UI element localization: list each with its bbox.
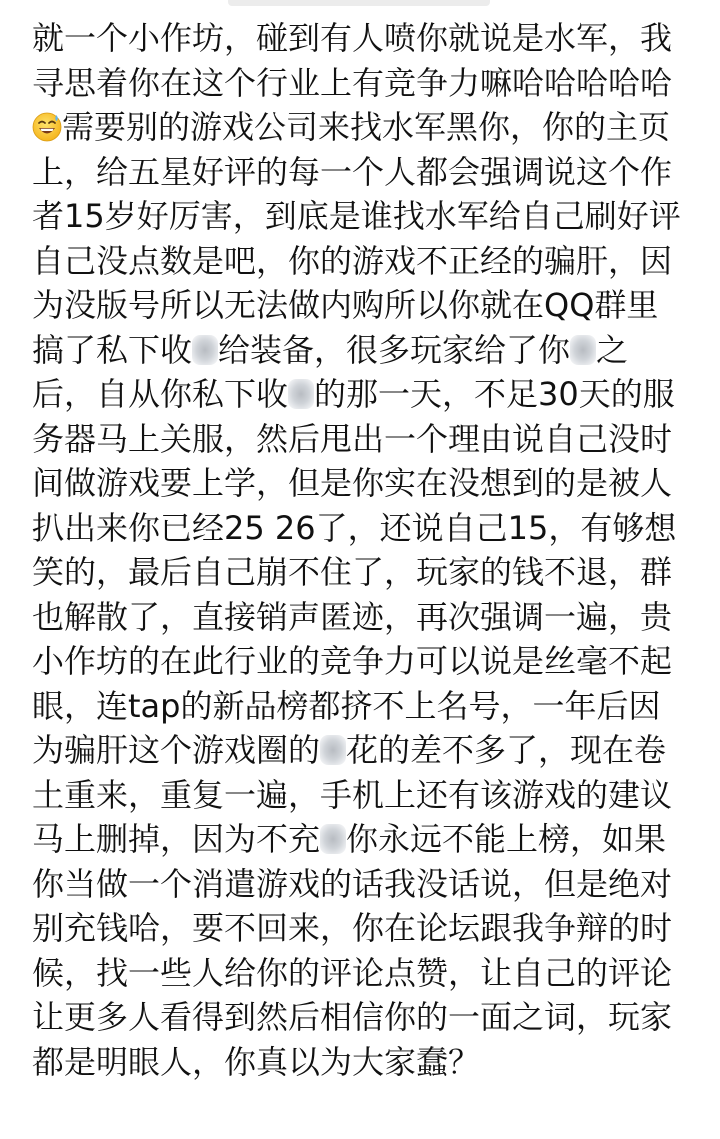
- post-text-part-6: 花的差不多了，现在卷 土重来，重复一遍，手机上还有该游戏的建议 马上删掉，因为不充: [32, 731, 673, 858]
- post-text-part-7: 你永远不能上榜，如果 你当做一个消遣游戏的话我没话说，但是绝对 别充钱哈，要不回来，你在论坛跟我争辩的时 候，找一些人给你的评论点赞，让自己的评论 让更多人看得到然后相信你的一面之词，玩家 都是明眼人，你真以为大家蠢？: [32, 820, 673, 1081]
- post-text-part-5: 的那一天，不足30天的服 务器马上关服，然后甩出一个理由说自己没时 间做游戏要上学，但是你实在没想到的是被人 扒出来你已经25 26了，还说自己15，有够想 笑的，最后自己崩不住了，玩家的钱不退，群 也解散了，直接销声匿迹，再次强调一遍，贵 小作坊的在此行业的竞争力可以说是丝毫不起 眼，连tap的新品榜都挤不上名号，一年后因 为骗肝这个游戏圈的: [32, 375, 677, 769]
- censor-blur-4: [320, 735, 346, 765]
- censor-blur-2: [570, 335, 596, 365]
- censor-blur-1: [192, 335, 218, 365]
- post-text-part-2: 需要别的游戏公司来找水军黑你，你的主页 上，给五星好评的每一个人都会强调说这个作 者15岁好厉害，到底是谁找水军给自己刷好评 自己没点数是吧，你的游戏不正经的骗肝，因 为没版号所以无法做内购所以你就在QQ群里 搞了私下收: [32, 108, 681, 369]
- post-text-part-4: 之 后，自从你私下收: [32, 330, 629, 413]
- censor-blur-5: [320, 824, 346, 854]
- top-edge-bar: [228, 0, 490, 6]
- post-text-part-1: 就一个小作坊，碰到有人喷你就说是水军，我 寻思着你在这个行业上有竞争力嘛哈哈哈哈哈: [32, 19, 673, 102]
- censor-blur-3: [288, 379, 314, 409]
- post-text-part-3: 给装备，很多玩家给了你: [218, 330, 571, 369]
- grinning-sweat-emoji-icon: [32, 112, 62, 142]
- post-text: [32, 16, 696, 1084]
